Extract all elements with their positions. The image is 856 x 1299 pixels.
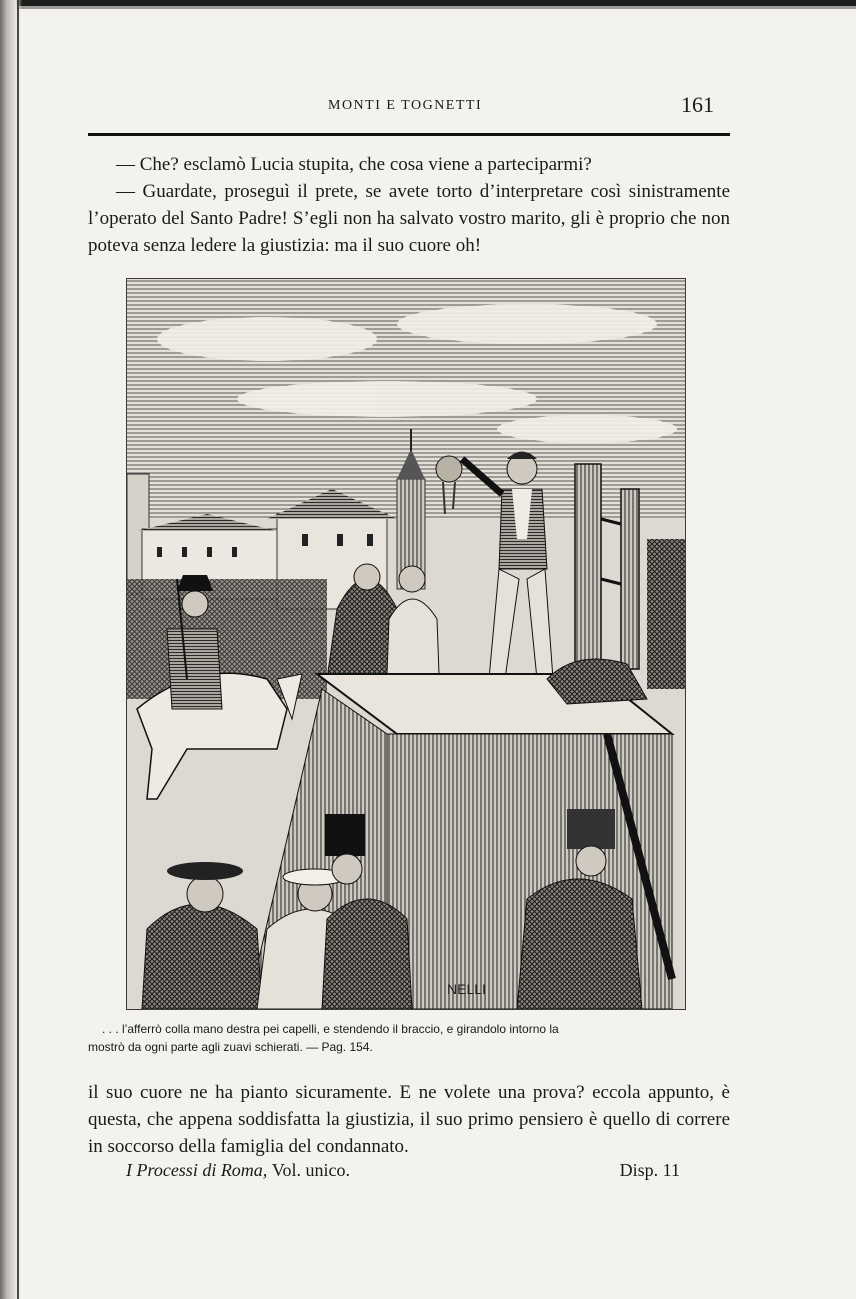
page-footer bbox=[126, 1160, 680, 1186]
footer-title-group bbox=[126, 1160, 350, 1181]
running-title: MONTI E TOGNETTI bbox=[328, 98, 483, 113]
footer-title: I Processi di Roma, bbox=[126, 1160, 268, 1180]
footer-dispensa: Disp. 11 bbox=[619, 1160, 680, 1180]
paragraph-2: — Guardate, proseguì il prete, se avete torto d’interpretare così sinistramente l’operato del Santo Padre! S’egli non ha salvato vostro marito, gli è proprio che non poteva senza ledere la giustizia: ma il suo cuore oh! bbox=[88, 181, 730, 256]
footer-volume: Vol. unico. bbox=[271, 1160, 350, 1180]
severed-head bbox=[436, 456, 462, 482]
artist-signature: NELLI bbox=[447, 981, 486, 997]
engraving-illustration bbox=[126, 278, 686, 1010]
paragraph-3: il suo cuore ne ha pianto sicuramente. E ne volete una prova? eccola appunto, è questa, che appena soddisfatta la giustizia, il suo primo pensiero è quello di correre in soccorso della famiglia del condannato. bbox=[88, 1082, 730, 1157]
running-head bbox=[88, 92, 728, 120]
caption-line-2: mostrò da ogni parte agli zuavi schierati. — Pag. 154. bbox=[88, 1040, 373, 1054]
caption-line-1: . . . l’afferrò colla mano destra pei capelli, e stendendo il braccio, e girandolo intorno la bbox=[102, 1022, 559, 1036]
paragraph-1: — Che? esclamò Lucia stupita, che cosa viene a parteciparmi? bbox=[116, 154, 592, 175]
trees bbox=[647, 539, 685, 689]
top-text-block bbox=[88, 151, 730, 259]
illustration-caption bbox=[88, 1020, 738, 1056]
bottom-text-block bbox=[88, 1079, 730, 1160]
page-number: 161 bbox=[681, 92, 714, 117]
page-top-shadow bbox=[0, 6, 856, 9]
page-binding-line bbox=[17, 0, 19, 1299]
header-rule bbox=[88, 133, 730, 136]
